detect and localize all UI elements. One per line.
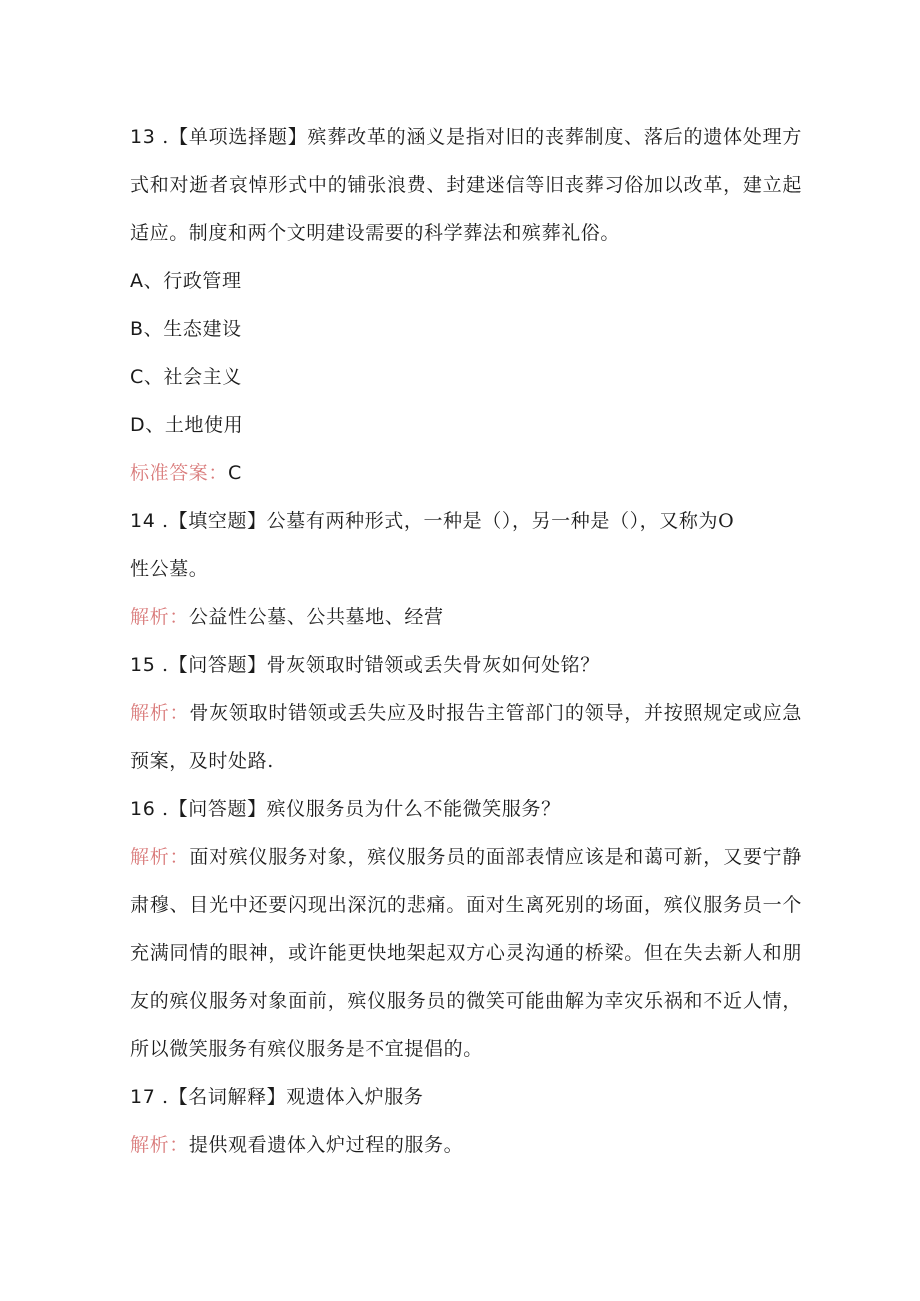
question-17-analysis <box>130 1121 802 1169</box>
question-16-analysis <box>130 833 802 1073</box>
document-page <box>130 113 802 1169</box>
analysis-text: 公益性公墓、公共墓地、经营 <box>188 606 444 628</box>
question-15-number: 15 <box>130 654 156 676</box>
question-17-text: .【名词解释】观遗体入炉服务 <box>155 1086 424 1108</box>
question-17 <box>130 1073 802 1169</box>
analysis-label: 解析： <box>130 1134 189 1156</box>
question-14-stem-line2: 性公墓。 <box>130 558 209 580</box>
question-16-number: 16 <box>130 798 156 820</box>
question-15 <box>130 641 802 785</box>
analysis-label: 解析： <box>130 606 189 628</box>
question-15-analysis <box>130 689 802 785</box>
question-13-number: 13 <box>130 126 156 148</box>
question-15-text: .【问答题】骨灰领取时错领或丢失骨灰如何处铭？ <box>155 654 600 676</box>
question-13-option-a: A、行政管理 <box>130 270 242 292</box>
question-15-stem <box>130 641 802 689</box>
question-13-option-c: C、社会主义 <box>130 366 242 388</box>
question-13-option-b: B、生态建设 <box>130 318 242 340</box>
analysis-text: 面对殡仪服务对象，殡仪服务员的面部表情应该是和蔼可新，又要宁静肃穆、目光中还要闪现出深沉的悲痛。面对生离死别的场面，殡仪服务员一个充满同情的眼神，或许能更快地架起双方心灵沟通的桥梁。但在失去新人和朋友的殡仪服务对象面前，殡仪服务员的微笑可能曲解为幸灾乐祸和不近人情，所以微笑服务有殡仪服务是不宜提倡的。 <box>130 846 802 1060</box>
question-13-stem <box>130 113 802 257</box>
answer-value: C <box>228 462 242 484</box>
answer-label: 标准答案： <box>130 462 229 484</box>
question-16-text: .【问答题】殡仪服务员为什么不能微笑服务？ <box>155 798 561 820</box>
question-14-text-line1: .【填空题】公墓有两种形式，一种是（），另一种是（），又称为O <box>155 510 735 532</box>
analysis-text: 骨灰领取时错领或丢失应及时报告主管部门的领导，并按照规定或应急预案，及时处路. <box>130 702 802 772</box>
question-13-answer <box>130 449 802 497</box>
analysis-text: 提供观看遗体入炉过程的服务。 <box>188 1134 464 1156</box>
question-16-stem <box>130 785 802 833</box>
question-17-number: 17 <box>130 1086 156 1108</box>
question-13-option-d: D、土地使用 <box>130 414 244 436</box>
analysis-label: 解析： <box>130 846 190 868</box>
question-13 <box>130 113 802 497</box>
question-16 <box>130 785 802 1073</box>
question-17-stem <box>130 1073 802 1121</box>
question-13-text: .【单项选择题】殡葬改革的涵义是指对旧的丧葬制度、落后的遗体处理方式和对逝者哀悼形式中的铺张浪费、封建迷信等旧丧葬习俗加以改革，建立起适应。制度和两个文明建设需要的科学葬法和殡葬礼俗。 <box>130 126 802 244</box>
question-14-analysis <box>130 593 802 641</box>
question-14 <box>130 497 802 641</box>
question-14-stem <box>130 497 802 545</box>
analysis-label: 解析： <box>130 702 190 724</box>
question-14-number: 14 <box>130 510 156 532</box>
